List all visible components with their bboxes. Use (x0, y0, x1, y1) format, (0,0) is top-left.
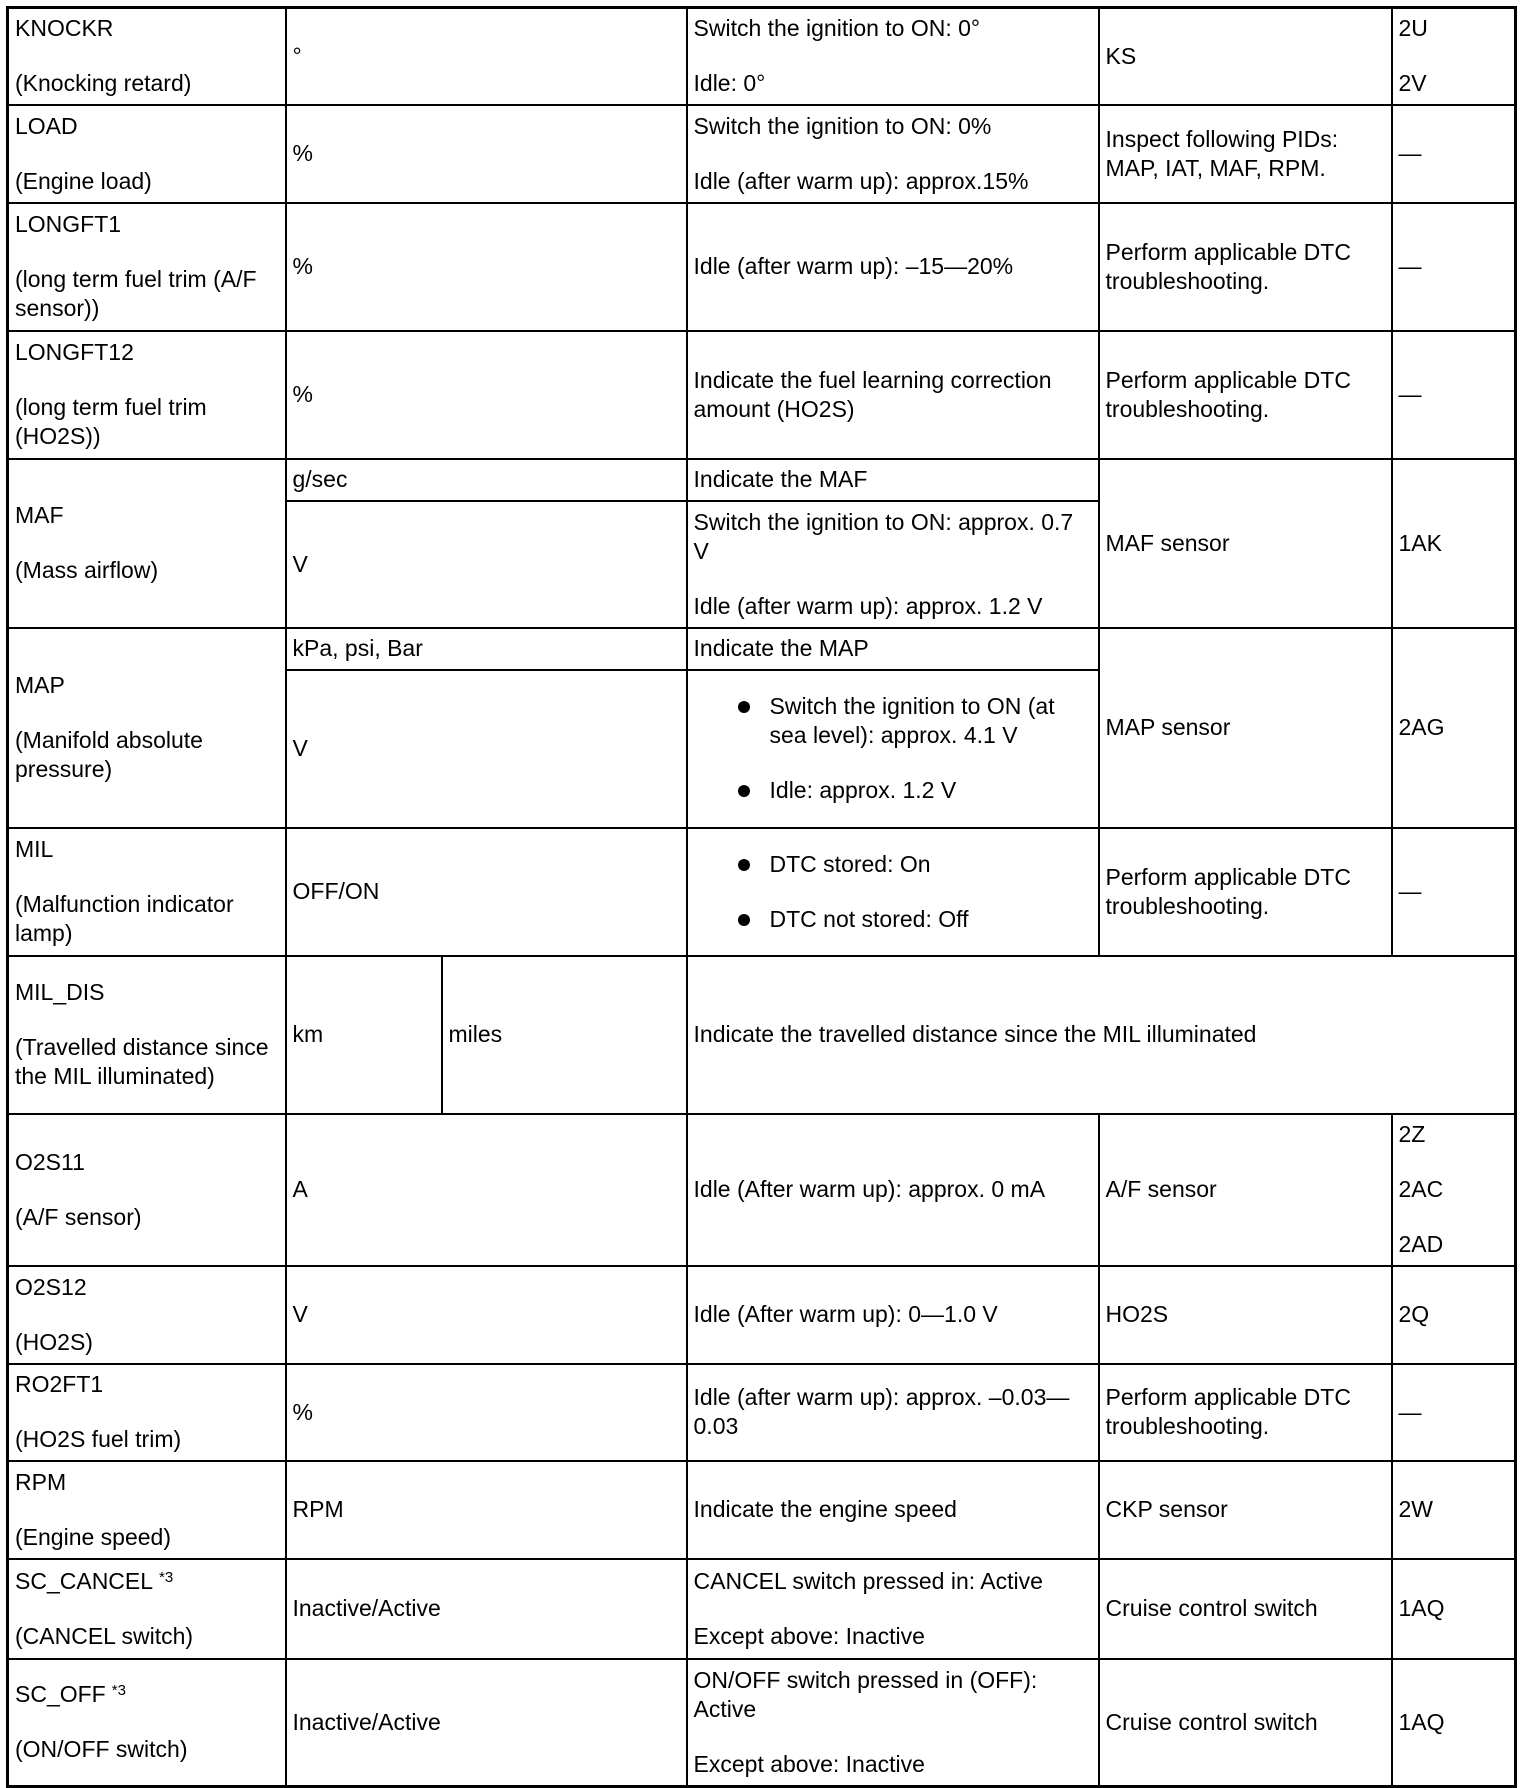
condition: Idle (after warm up): approx. 1.2 V (693, 592, 1043, 619)
action-cell: Perform applicable DTC troubleshooting. (1099, 331, 1392, 459)
terminal: 2Z (1398, 1121, 1426, 1147)
pid-desc: (Manifold absolute pressure) (15, 727, 203, 782)
table-row-o2s11 (8, 1114, 1516, 1266)
footnote-marker: *3 (159, 1568, 174, 1586)
table-row-load (8, 105, 1516, 203)
condition-cell: Idle (After warm up): 0—1.0 V (687, 1266, 1099, 1364)
pid-cell (8, 1559, 286, 1659)
pid-cell (8, 1114, 286, 1266)
condition-cell (687, 1559, 1099, 1659)
pid-cell (8, 1461, 286, 1559)
unit-cell: g/sec (286, 459, 687, 501)
terminal-cell: — (1392, 105, 1516, 203)
condition-cell (687, 1659, 1099, 1787)
terminal-cell: 1AQ (1392, 1559, 1516, 1659)
pid-cell (8, 1364, 286, 1461)
footnote-marker: *3 (111, 1682, 126, 1700)
pid-desc: (ON/OFF switch) (15, 1736, 188, 1763)
condition-cell: Indicate the fuel learning correction amount (HO2S) (687, 331, 1099, 459)
condition: Switch the ignition to ON: 0% (693, 112, 992, 139)
terminal-cell: 2W (1392, 1461, 1516, 1559)
table-row-sc-off (8, 1659, 1516, 1787)
unit-cell: RPM (286, 1461, 687, 1559)
pid-desc: (Malfunction indicator lamp) (15, 891, 234, 946)
table-row-maf (8, 459, 1516, 501)
action-cell: Perform applicable DTC troubleshooting. (1099, 1364, 1392, 1461)
pid-cell (8, 628, 286, 828)
action-cell: A/F sensor (1099, 1114, 1392, 1266)
condition: ON/OFF switch pressed in (OFF): Active (693, 1666, 1038, 1722)
unit-cell: V (286, 1266, 687, 1364)
condition: Switch the ignition to ON: approx. 0.7 V (693, 508, 1074, 564)
action-cell: MAF sensor (1099, 459, 1392, 628)
terminal: 2U (1398, 15, 1428, 42)
condition-cell (687, 501, 1099, 628)
pid-name: LONGFT12 (15, 339, 134, 365)
table-row-knockr (8, 8, 1516, 105)
pid-desc: (A/F sensor) (15, 1203, 142, 1230)
table-row-o2s12 (8, 1266, 1516, 1364)
pid-cell (8, 8, 286, 105)
condition-cell: Indicate the MAP (687, 628, 1099, 670)
condition: Idle: 0° (693, 70, 766, 97)
unit-cell: % (286, 203, 687, 331)
terminal-cell: — (1392, 828, 1516, 956)
pid-desc: (long term fuel trim (A/F sensor)) (15, 266, 257, 321)
action-cell: KS (1099, 8, 1392, 105)
pid-desc: (Travelled distance since the MIL illuminated) (15, 1034, 269, 1089)
condition: Idle (after warm up): approx.15% (693, 167, 1029, 194)
terminal: 2V (1398, 70, 1427, 97)
bullet-item: DTC not stored: Off (770, 905, 1092, 934)
condition-cell (687, 105, 1099, 203)
pid-label: SC_CANCEL (15, 1567, 154, 1594)
condition-cell: Indicate the MAF (687, 459, 1099, 501)
pid-cell (8, 459, 286, 628)
table-row-sc-cancel (8, 1559, 1516, 1659)
unit-cell: km (286, 956, 442, 1114)
terminal-cell (1392, 1114, 1516, 1266)
pid-desc: (Knocking retard) (15, 70, 192, 97)
table-row-mil (8, 828, 1516, 956)
table-row-mil-dis (8, 956, 1516, 1114)
unit-cell: % (286, 105, 687, 203)
condition-cell (687, 670, 1099, 828)
unit-cell: Inactive/Active (286, 1559, 687, 1659)
pid-name: RPM (15, 1468, 67, 1495)
pid-desc: (Engine load) (15, 167, 152, 194)
action-cell: Perform applicable DTC troubleshooting. (1099, 828, 1392, 956)
action-cell: Perform applicable DTC troubleshooting. (1099, 203, 1392, 331)
pid-cell (8, 203, 286, 331)
pid-cell (8, 1266, 286, 1364)
condition-cell (687, 8, 1099, 105)
terminal: 2AD (1398, 1231, 1444, 1257)
condition-cell: Idle (After warm up): approx. 0 mA (687, 1114, 1099, 1266)
pid-name: MAP (15, 672, 65, 698)
terminal-cell: 2Q (1392, 1266, 1516, 1364)
table-row-rpm (8, 1461, 1516, 1559)
pid-desc: (HO2S fuel trim) (15, 1426, 182, 1452)
unit-cell: kPa, psi, Bar (286, 628, 687, 670)
table-row-longft12 (8, 331, 1516, 459)
terminal: 2AC (1398, 1176, 1444, 1202)
action-cell: HO2S (1099, 1266, 1392, 1364)
pid-name: RO2FT1 (15, 1371, 104, 1397)
unit-cell: % (286, 331, 687, 459)
bullet-item: DTC stored: On (770, 850, 1092, 879)
condition: Switch the ignition to ON: 0° (693, 15, 981, 42)
condition: CANCEL switch pressed in: Active (693, 1567, 1043, 1594)
pid-name: MAF (15, 502, 64, 528)
unit-cell: Inactive/Active (286, 1659, 687, 1787)
condition-cell: Indicate the engine speed (687, 1461, 1099, 1559)
terminal-cell: 2AG (1392, 628, 1516, 828)
pid-cell (8, 105, 286, 203)
table-row-map (8, 628, 1516, 670)
pid-cell (8, 828, 286, 956)
pid-cell (8, 956, 286, 1114)
pid-desc: (HO2S) (15, 1328, 93, 1355)
unit-cell: % (286, 1364, 687, 1461)
condition: Except above: Inactive (693, 1750, 925, 1777)
condition-cell: Indicate the travelled distance since the MIL illuminated (687, 956, 1516, 1114)
action-cell: CKP sensor (1099, 1461, 1392, 1559)
unit-cell: OFF/ON (286, 828, 687, 956)
table-row-longft1 (8, 203, 1516, 331)
pid-cell (8, 1659, 286, 1787)
pid-table (6, 6, 1517, 1788)
unit-cell: V (286, 670, 687, 828)
pid-name (15, 1680, 279, 1709)
pid-desc: (Engine speed) (15, 1523, 171, 1550)
condition-cell: Idle (after warm up): –15—20% (687, 203, 1099, 331)
pid-name: KNOCKR (15, 15, 114, 42)
terminal-cell: — (1392, 203, 1516, 331)
terminal-cell (1392, 8, 1516, 105)
action-cell: Cruise control switch (1099, 1659, 1392, 1787)
pid-name (15, 1567, 279, 1596)
action-cell: MAP sensor (1099, 628, 1392, 828)
pid-desc: (long term fuel trim (HO2S)) (15, 394, 207, 449)
terminal-cell: — (1392, 1364, 1516, 1461)
pid-name: LONGFT1 (15, 211, 122, 237)
terminal-cell: 1AQ (1392, 1659, 1516, 1787)
pid-cell (8, 331, 286, 459)
pid-name: LOAD (15, 112, 78, 139)
pid-name: O2S11 (15, 1148, 85, 1175)
pid-name: MIL (15, 836, 54, 862)
bullet-item: Idle: approx. 1.2 V (770, 776, 1092, 805)
pid-desc: (CANCEL switch) (15, 1622, 194, 1649)
table-row-ro2ft1 (8, 1364, 1516, 1461)
pid-desc: (Mass airflow) (15, 557, 159, 583)
unit-cell: A (286, 1114, 687, 1266)
unit-cell: ° (286, 8, 687, 105)
pid-label: SC_OFF (15, 1681, 106, 1708)
condition: Except above: Inactive (693, 1622, 925, 1649)
pid-name: O2S12 (15, 1273, 87, 1300)
condition-cell: Idle (after warm up): approx. –0.03—0.03 (687, 1364, 1099, 1461)
terminal-cell: — (1392, 331, 1516, 459)
terminal-cell: 1AK (1392, 459, 1516, 628)
pid-name: MIL_DIS (15, 979, 105, 1005)
action-cell: Cruise control switch (1099, 1559, 1392, 1659)
bullet-item: Switch the ignition to ON (at sea level): approx. 4.1 V (770, 692, 1092, 750)
action-cell: Inspect following PIDs: MAP, IAT, MAF, RPM. (1099, 105, 1392, 203)
unit-cell: V (286, 501, 687, 628)
unit-cell: miles (442, 956, 687, 1114)
condition-cell (687, 828, 1099, 956)
